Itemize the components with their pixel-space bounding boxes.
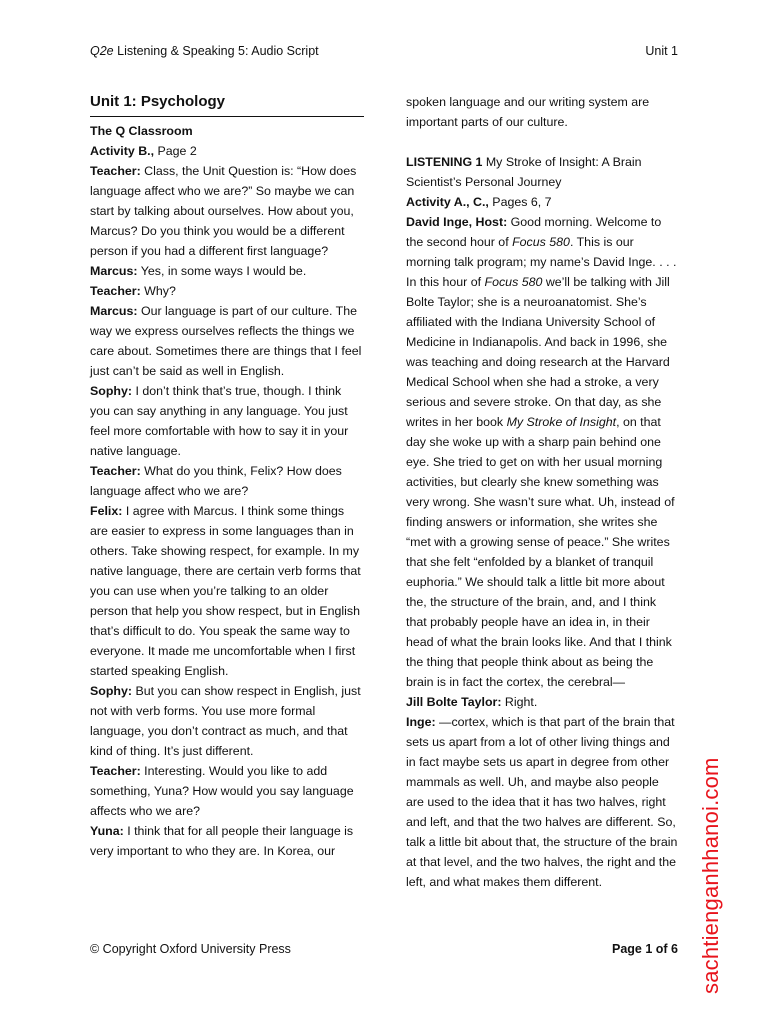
dialogue-line: Jill Bolte Taylor: Right. (406, 695, 538, 709)
dialogue-line: Marcus: Our language is part of our culture. The way we express ourselves reflects the things we care about. Sometimes there are things that I feel just can’t be said as well in English. (90, 304, 362, 378)
copyright-notice: © Copyright Oxford University Press (90, 942, 291, 956)
book-title: Q2e Listening & Speaking 5: Audio Script (90, 44, 319, 58)
continuation-text: spoken language and our writing system are important parts of our culture. (406, 95, 650, 129)
activity-line: Activity A., C., Pages 6, 7 (406, 195, 552, 209)
dialogue-line: Teacher: Why? (90, 284, 176, 298)
listening-heading: LISTENING 1 My Stroke of Insight: A Brain Scientist’s Personal Journey (406, 155, 642, 189)
dialogue-line: Marcus: Yes, in some ways I would be. (90, 264, 307, 278)
dialogue-line: David Inge, Host: Good morning. Welcome to the second hour of Focus 580. This is our morning talk program; my name’s David Inge. . . . In this hour of Focus 580 we’ll be talking with Jill Bolte Taylor; she is a neuroanatomist. She’s affiliated with the Indiana University School of Medicine in Indianapolis. And back in 1996, she was teaching and doing research at the Harvard Medical School when she had a stroke, a very serious and severe stroke. On that day, as she writes in her book My Stroke of Insight, on that day she woke up with a sharp pain behind one eye. She tried to get on with her usual morning activities, but clearly she knew something was very wrong. She wasn’t sure what. Uh, instead of finding answers or information, she writes she “met with a growing sense of peace.” She writes that she felt “enfolded by a blanket of tranquil euphoria.” We should talk a little bit more about the, the structure of the brain, and, and I think that probably people have an idea in, in their head of what the brain looks like. And that I think the thing that people think about as being the brain is in fact the cortex, the cerebral— (406, 215, 677, 689)
section-heading: The Q Classroom (90, 124, 193, 138)
dialogue-line: Inge: —cortex, which is that part of the brain that sets us apart from a lot of other living things and in fact maybe sets us apart in degree from other mammals as well. Uh, and maybe also people are used to the idea that it has two halves, right and left, and that the two halves are different. So, talk a little bit about that, the structure of the brain at that level, and the two halves, the right and the left, and what makes them different. (406, 715, 678, 889)
dialogue-line: Sophy: But you can show respect in English, just not with verb forms. You use more formal language, you don’t contract as much, and that kind of thing. It’s just different. (90, 684, 361, 758)
dialogue-line: Teacher: What do you think, Felix? How does language affect who we are? (90, 464, 342, 498)
dialogue-line: Teacher: Class, the Unit Question is: “How does language affect who we are?” So maybe we can start by talking about ourselves. How about you, Marcus? Do you think you would be a different person if you had a different first language? (90, 164, 357, 258)
page-number: Page 1 of 6 (612, 942, 678, 956)
dialogue-line: Yuna: I think that for all people their language is very important to who they are. In Korea, our (90, 824, 354, 858)
spacer (406, 132, 680, 152)
page-footer (90, 942, 678, 956)
page-header (90, 44, 678, 58)
website-watermark: sachtienganhhanoi.com (698, 757, 723, 994)
left-column (90, 92, 364, 861)
unit-title: Unit 1: Psychology (90, 92, 364, 117)
dialogue-line: Sophy: I don’t think that’s true, though. I think you can say anything in any language. You just feel more comfortable with how to say it in your native language. (90, 384, 349, 458)
dialogue-line: Felix: I agree with Marcus. I think some things are easier to express in some languages than in others. Take showing respect, for example. In my native language, there are certain verb forms that you can use when you’re talking to an older person that help you show respect, but in English that’s difficult to do. You speak the same way to everyone. It made me uncomfortable when I first started speaking English. (90, 504, 361, 678)
unit-label: Unit 1 (645, 44, 678, 58)
dialogue-line: Teacher: Interesting. Would you like to add something, Yuna? How would you say language affects who we are? (90, 764, 354, 818)
right-column (406, 92, 680, 892)
activity-line: Activity B., Page 2 (90, 144, 197, 158)
